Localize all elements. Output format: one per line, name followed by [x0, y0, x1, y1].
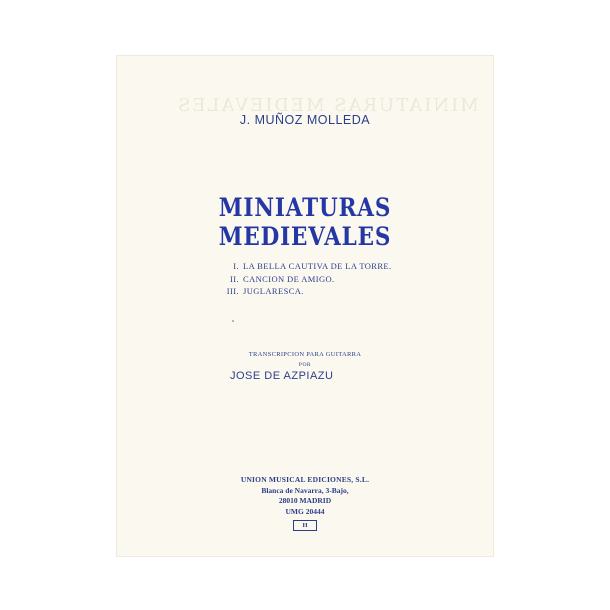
movement-number: III. [226, 286, 239, 296]
catalog-number: UMG 20444 [285, 506, 325, 516]
composer-name: J. MUÑOZ MOLLEDA [239, 113, 371, 127]
movement-item [222, 285, 392, 298]
publisher-city: 28010 MADRID [278, 496, 332, 505]
movement-title: JUGLARESCA. [243, 286, 304, 296]
transcription-line: TRANSCRIPCION PARA GUITARRA [248, 351, 362, 358]
movement-item [222, 260, 392, 273]
movement-list [222, 260, 392, 298]
movement-item [222, 273, 392, 286]
publisher-imprint [116, 475, 494, 517]
arranger-name: JOSE DE AZPIAZU [230, 370, 334, 382]
publisher-name: UNION MUSICAL EDICIONES, S.L. [240, 475, 370, 484]
movement-title: CANCION DE AMIGO. [243, 273, 335, 284]
movement-number: II. [230, 273, 239, 284]
score-cover-page [116, 55, 494, 557]
ink-speck [232, 320, 234, 322]
por-line: POR [298, 362, 312, 368]
publisher-street: Blanca de Navarra, 3-Bajo, [261, 485, 349, 495]
edition-mark-box: H [293, 520, 317, 531]
movement-number: I. [233, 261, 239, 271]
movement-title: LA BELLA CAUTIVA DE LA TORRE. [243, 261, 392, 271]
show-through-text: MINIATURAS MEDIEVALES [176, 95, 479, 116]
work-title: MINIATURAS MEDIEVALES [218, 193, 392, 251]
